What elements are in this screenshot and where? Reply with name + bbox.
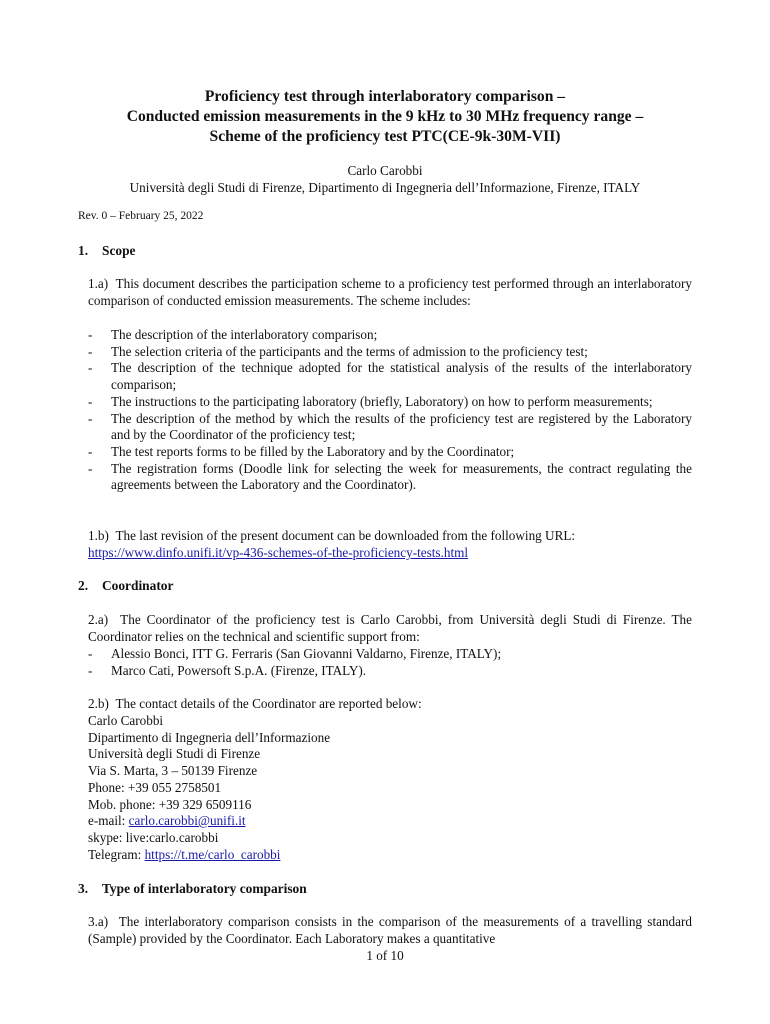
section-1-title: Scope: [102, 243, 136, 258]
list-item: - The registration forms (Doodle link for selecting the week for measurements, the contract regulating the agreements between the Laboratory and the Coordinator).: [88, 460, 692, 493]
paragraph-text: The last revision of the present document can be downloaded from the following URL:: [115, 528, 576, 543]
section-3-title: Type of interlaboratory comparison: [102, 881, 307, 896]
revision-date: Rev. 0 – February 25, 2022: [78, 210, 204, 222]
title-line-2: Conducted emission measurements in the 9 kHz to 30 MHz frequency range –: [126, 108, 644, 125]
list-item: - Alessio Bonci, ITT G. Ferraris (San Giovanni Valdarno, Firenze, ITALY);: [88, 646, 502, 661]
list-item: - The description of the technique adopted for the statistical analysis of the results of the interlaboratory comparison;: [88, 360, 692, 393]
paragraph-label: 2.b): [88, 696, 109, 711]
contact-email-label: e-mail:: [88, 813, 129, 829]
contact-department: Dipartimento di Ingegneria dell’Informazione: [88, 729, 331, 745]
contact-telegram-label: Telegram:: [88, 846, 145, 862]
contact-email-row: [88, 813, 330, 830]
download-url-link[interactable]: https://www.dinfo.unifi.it/vp-436-schemes-of-the-proficiency-tests.html: [88, 544, 469, 560]
author-affiliation: Università degli Studi di Firenze, Dipartimento di Ingegneria dell’Informazione, Firenze, ITALY: [129, 180, 641, 195]
section-2-number: 2.: [78, 578, 89, 593]
telegram-link[interactable]: https://t.me/carlo_carobbi: [144, 846, 281, 862]
list-item: - The selection criteria of the participants and the terms of admission to the proficiency test;: [88, 343, 588, 359]
paragraph-label: 1.a): [88, 276, 109, 291]
paragraph-text: The interlaboratory comparison consists in the comparison of the measurements of a travelling standard (Sample) provided by the Coordinator. Each Laboratory makes a quantitative: [88, 914, 692, 946]
paragraph-1a: [88, 276, 692, 309]
contact-phone: Phone: +39 055 2758501: [88, 779, 222, 795]
contact-name: Carlo Carobbi: [88, 713, 164, 728]
page-number: 1 of 10: [366, 948, 404, 963]
paragraph-2a: [88, 612, 692, 645]
section-2-heading: [78, 578, 173, 594]
list-item: - The description of the method by which the results of the proficiency test are registered by the Laboratory and by the Coordinator of the proficiency test;: [88, 410, 692, 443]
section-2-title: Coordinator: [102, 578, 174, 593]
scope-list: [88, 327, 692, 494]
paragraph-2b: [88, 696, 692, 713]
list-item: - Marco Cati, Powersoft S.p.A. (Firenze, ITALY).: [88, 662, 367, 678]
document-title: [0, 87, 770, 147]
contact-address: Via S. Marta, 3 – 50139 Firenze: [88, 763, 258, 779]
author-name: Carlo Carobbi: [347, 163, 423, 178]
paragraph-label: 1.b): [88, 528, 109, 543]
section-1-number: 1.: [78, 243, 89, 258]
paragraph-text: The Coordinator of the proficiency test is Carlo Carobbi, from Università degli Studi di Firenze. The Coordinator relies on the technical and scientific support from:: [88, 612, 693, 644]
section-3-number: 3.: [78, 881, 89, 896]
paragraph-1b: [88, 528, 692, 561]
email-link[interactable]: carlo.carobbi@unifi.it: [128, 813, 246, 829]
contact-skype: skype: live:carlo.carobbi: [88, 829, 219, 845]
title-line-3: Scheme of the proficiency test PTC(CE-9k-30M-VII): [209, 128, 561, 145]
paragraph-label: 2.a): [88, 612, 109, 627]
paragraph-text: This document describes the participation scheme to a proficiency test performed through an interlaboratory comparison of conducted emission measurements. The scheme includes:: [88, 276, 692, 308]
support-list: [88, 646, 692, 679]
paragraph-label: 3.a): [88, 914, 109, 929]
contact-university: Università degli Studi di Firenze: [88, 746, 261, 762]
section-1-heading: [78, 243, 135, 259]
paragraph-3a: [88, 914, 692, 947]
contact-telegram-row: [88, 847, 330, 864]
contact-mobile: Mob. phone: +39 329 6509116: [88, 796, 252, 812]
list-item: - The description of the interlaboratory comparison;: [88, 327, 378, 342]
section-3-heading: [78, 881, 307, 897]
list-item: - The instructions to the participating laboratory (briefly, Laboratory) on how to perform measurements;: [88, 393, 653, 409]
paragraph-text: The contact details of the Coordinator are reported below:: [115, 696, 422, 711]
contact-details: [88, 713, 330, 863]
title-line-1: Proficiency test through interlaboratory comparison –: [204, 88, 566, 105]
list-item: - The test reports forms to be filled by the Laboratory and by the Coordinator;: [88, 443, 515, 459]
